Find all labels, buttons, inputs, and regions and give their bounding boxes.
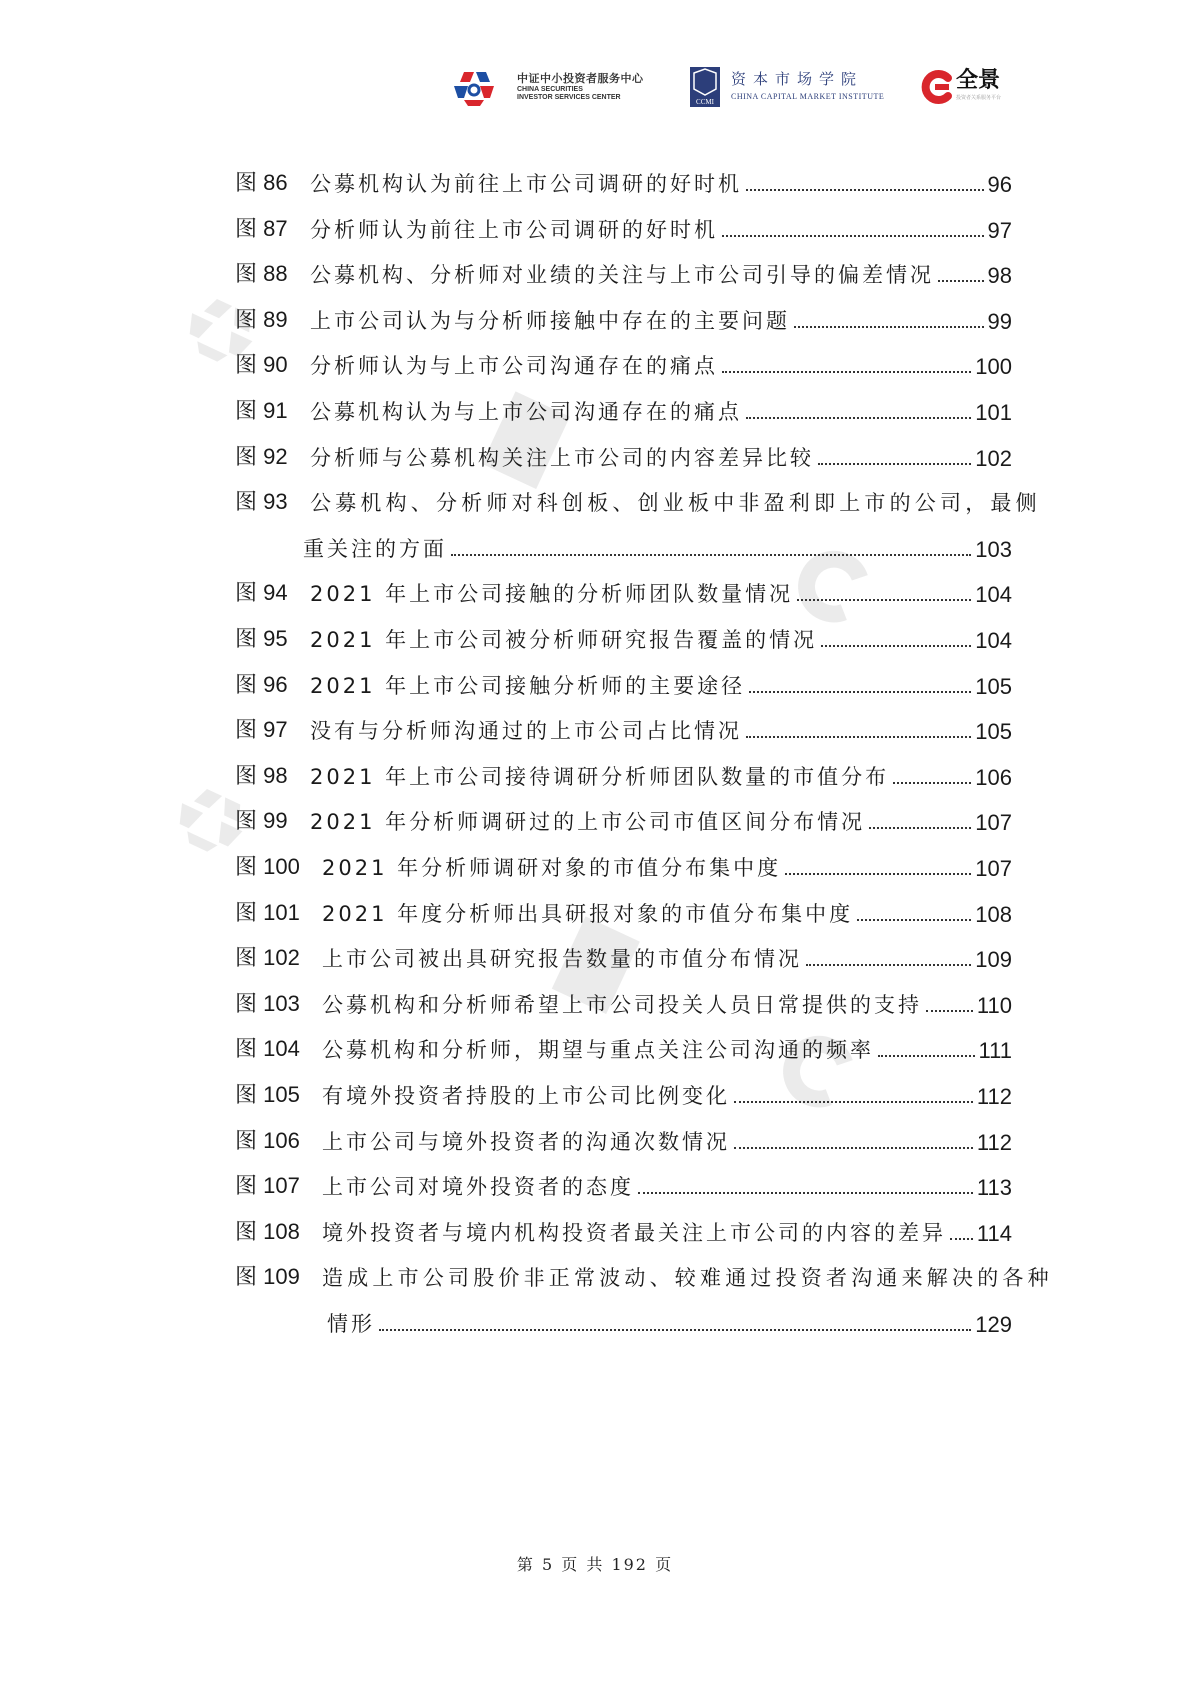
toc-entry[interactable]: [310, 162, 1012, 198]
toc-leader-dots: [746, 189, 984, 191]
toc-entry[interactable]: [322, 1256, 1053, 1292]
toc-label: 图 97: [235, 717, 288, 743]
toc-leader-dots: [734, 1101, 973, 1103]
page-header: [0, 62, 1190, 112]
toc-label: 图 101: [235, 899, 300, 925]
ccmi-logo-icon: [690, 67, 720, 107]
quanjing-subtitle: 投资者关系服务平台: [956, 95, 1002, 101]
toc-title: 没有与分析师沟通过的上市公司占比情况: [310, 719, 742, 744]
toc-title: 公募机构、分析师对科创板、创业板中非盈利即上市的公司，最侧: [310, 491, 1041, 516]
toc-entry[interactable]: [322, 1120, 1012, 1156]
quanjing-name: [956, 68, 1001, 101]
toc-leader-dots: [893, 782, 971, 784]
toc-entry[interactable]: [310, 664, 1012, 700]
toc-label: 图 98: [235, 762, 288, 788]
ccmi-seal-text: CCMI: [696, 98, 714, 106]
toc-leader-dots: [821, 645, 971, 647]
toc-label: 图 90: [235, 352, 288, 378]
toc-page-number: 109: [975, 947, 1012, 973]
page-number: 第 5 页 共 192 页: [516, 1555, 674, 1574]
toc-title: 境外投资者与境内机构投资者最关注上市公司的内容的差异: [322, 1220, 946, 1245]
toc-page-number: 100: [975, 354, 1012, 380]
toc-title: 公募机构认为与上市公司沟通存在的痛点: [310, 400, 742, 424]
toc-label: 图 109: [235, 1264, 300, 1290]
toc-title: 分析师与公募机构关注上市公司的内容差异比较: [310, 445, 814, 470]
toc-leader-dots: [749, 691, 971, 693]
toc-leader-dots: [746, 736, 971, 738]
toc-entry[interactable]: [310, 208, 1012, 244]
toc-entry[interactable]: [322, 983, 1012, 1019]
toc-page-number: 108: [975, 901, 1012, 927]
toc-title: 有境外投资者持股的上市公司比例变化: [322, 1084, 730, 1108]
toc-page-number: 113: [976, 1175, 1012, 1201]
quanjing-name-cn: 全景: [956, 68, 1001, 93]
toc-title: 2021 年分析师调研对象的市值分布集中度: [322, 856, 782, 880]
toc-leader-dots: [638, 1192, 973, 1194]
toc-label: 图 96: [235, 671, 288, 697]
toc-title: 公募机构、分析师对业绩的关注与上市公司引导的偏差情况: [310, 263, 934, 288]
toc-title: 分析师认为前往上市公司调研的好时机: [310, 217, 718, 242]
toc-leader-dots: [806, 964, 971, 966]
toc-entry[interactable]: [322, 937, 1012, 973]
toc-label: 图 108: [235, 1218, 300, 1244]
toc-label: 图 87: [235, 215, 288, 241]
toc-entry[interactable]: [310, 709, 1012, 745]
toc-page-number: 105: [975, 719, 1012, 745]
toc-entry[interactable]: [310, 800, 1012, 836]
toc-title-continuation: 重关注的方面: [303, 536, 447, 561]
toc-leader-dots: [785, 873, 971, 875]
toc-page-number: 112: [976, 1129, 1012, 1155]
csisc-logo-icon: [450, 68, 498, 108]
toc-entry[interactable]: [310, 344, 1012, 380]
ccmi-name-en: CHINA CAPITAL MARKET INSTITUTE: [731, 92, 885, 101]
toc-leader-dots: [869, 827, 971, 829]
toc-entry[interactable]: [322, 1211, 1012, 1247]
toc-entry[interactable]: [310, 436, 1012, 472]
toc-page-number: 97: [987, 217, 1012, 243]
toc-page-number: 104: [975, 582, 1012, 608]
toc-title-continuation: 情形: [327, 1312, 375, 1336]
toc-page-number: 103: [975, 536, 1012, 562]
toc-page-number: 105: [975, 673, 1012, 699]
toc-leader-dots: [794, 326, 984, 328]
csisc-name-en-2: INVESTOR SERVICES CENTER: [517, 94, 621, 101]
toc-label: 图 91: [235, 398, 288, 423]
toc-leader-dots: [926, 1010, 973, 1012]
toc-page-number: 110: [976, 992, 1012, 1018]
toc-entry[interactable]: [322, 846, 1012, 882]
ccmi-name: [731, 68, 884, 101]
toc-leader-dots: [857, 919, 971, 921]
toc-entry-continuation[interactable]: [303, 527, 1012, 563]
toc-page-number: 112: [976, 1084, 1012, 1109]
toc-leader-dots: [938, 280, 984, 282]
toc-label: 图 99: [235, 808, 288, 834]
toc-entry[interactable]: [310, 755, 1012, 791]
toc-page-number: 96: [987, 172, 1012, 197]
toc-page-number: 107: [975, 810, 1012, 836]
toc-entry[interactable]: [322, 892, 1012, 928]
toc-title: 公募机构和分析师，期望与重点关注公司沟通的频率: [322, 1038, 874, 1063]
toc-title: 2021 年上市公司被分析师研究报告覆盖的情况: [310, 628, 818, 652]
csisc-name-cn: 中证中小投资者服务中心: [517, 72, 644, 85]
toc-label: 图 104: [235, 1036, 300, 1062]
toc-label: 图 92: [235, 443, 288, 469]
toc-entry[interactable]: [310, 253, 1012, 289]
toc-leader-dots: [722, 235, 984, 237]
toc-leader-dots: [379, 1329, 971, 1331]
toc-title: 2021 年分析师调研过的上市公司市值区间分布情况: [310, 810, 866, 835]
toc-entry[interactable]: [310, 572, 1012, 608]
toc-page-number: 114: [976, 1220, 1012, 1246]
toc-label: 图 95: [235, 626, 288, 651]
toc-entry[interactable]: [310, 299, 1012, 335]
toc-title: 上市公司认为与分析师接触中存在的主要问题: [310, 308, 790, 333]
toc-page-number: 111: [978, 1038, 1012, 1064]
toc-leader-dots: [734, 1147, 973, 1149]
toc-page-number: 102: [975, 445, 1012, 471]
toc-title: 2021 年上市公司接触分析师的主要途径: [310, 673, 746, 698]
toc-title: 造成上市公司股价非正常波动、较难通过投资者沟通来解决的各种: [322, 1266, 1053, 1291]
csisc-name: [517, 70, 667, 102]
toc-page-number: 129: [975, 1312, 1012, 1337]
csisc-name-en-1: CHINA SECURITIES: [517, 86, 583, 93]
toc-entry[interactable]: [310, 481, 1041, 517]
toc-label: 图 88: [235, 261, 288, 287]
toc-title: 分析师认为与上市公司沟通存在的痛点: [310, 354, 718, 379]
toc-label: 图 106: [235, 1127, 300, 1153]
toc-leader-dots: [797, 599, 971, 601]
toc-leader-dots: [878, 1055, 975, 1057]
toc-title: 2021 年上市公司接触的分析师团队数量情况: [310, 582, 794, 607]
toc-page-number: 107: [975, 856, 1012, 881]
toc-page-number: 99: [987, 308, 1012, 334]
toc-title: 2021 年上市公司接待调研分析师团队数量的市值分布: [310, 764, 890, 789]
toc-leader-dots: [818, 463, 971, 465]
toc-label: 图 89: [235, 306, 288, 332]
quanjing-logo-icon: [918, 68, 956, 106]
toc-label: 图 103: [235, 990, 300, 1016]
toc-title: 上市公司对境外投资者的态度: [322, 1175, 634, 1200]
toc-label: 图 102: [235, 945, 300, 971]
ccmi-name-cn: 资本市场学院: [731, 70, 864, 88]
toc-leader-dots: [722, 371, 971, 373]
toc-title: 2021 年度分析师出具研报对象的市值分布集中度: [322, 901, 854, 926]
toc-title: 公募机构认为前往上市公司调研的好时机: [310, 172, 742, 196]
toc-title: 公募机构和分析师希望上市公司投关人员日常提供的支持: [322, 992, 922, 1017]
toc-page-number: 106: [975, 764, 1012, 790]
toc-page-number: 101: [975, 400, 1012, 425]
toc-label: 图 86: [235, 170, 288, 195]
toc-page-number: 98: [987, 263, 1012, 289]
toc-title: 上市公司与境外投资者的沟通次数情况: [322, 1129, 730, 1154]
toc-leader-dots: [451, 554, 971, 556]
toc-label: 图 94: [235, 580, 288, 606]
toc-label: 图 107: [235, 1173, 300, 1199]
toc-leader-dots: [746, 417, 971, 419]
toc-entry[interactable]: [310, 618, 1012, 654]
toc-entry[interactable]: [322, 1165, 1012, 1201]
toc-label: 图 100: [235, 854, 300, 879]
toc-label: 图 93: [235, 489, 288, 515]
toc-entry[interactable]: [310, 390, 1012, 426]
toc-leader-dots: [950, 1238, 973, 1240]
toc-entry[interactable]: [322, 1028, 1012, 1064]
toc-label: 图 105: [235, 1082, 300, 1107]
toc-page-number: 104: [975, 628, 1012, 653]
toc-entry[interactable]: [322, 1074, 1012, 1110]
toc-entry-continuation[interactable]: [327, 1302, 1012, 1338]
toc-title: 上市公司被出具研究报告数量的市值分布情况: [322, 947, 802, 972]
